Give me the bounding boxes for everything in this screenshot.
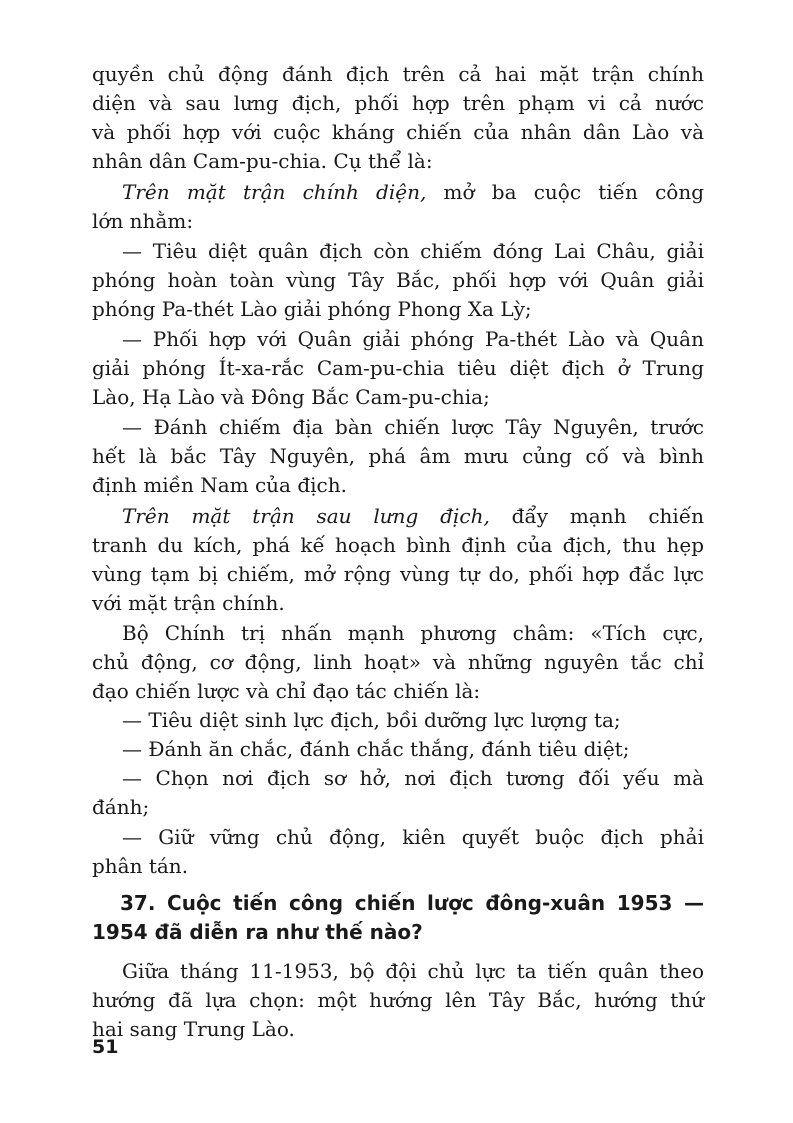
question-heading: 1954 đã diễn ra như thế nào? [92, 920, 423, 944]
text-line: định miền Nam của địch. [92, 473, 347, 497]
lead-rest: mở ba cuộc tiến công [426, 180, 705, 204]
text-line: Bộ Chính trị nhấn mạnh phương châm: «Tích cực, [122, 621, 704, 645]
text-line: đạo chiến lược và chỉ đạo tác chiến là: [92, 679, 481, 703]
text-line: chủ động, cơ động, linh hoạt» và những nguyên tắc chỉ [92, 650, 704, 674]
italic-lead: Trên mặt trận chính diện, [122, 180, 427, 204]
text-line: đánh; [92, 795, 150, 819]
text-line: — Chọn nơi địch sơ hở, nơi địch tương đối yếu mà [122, 766, 704, 790]
text-line: với mặt trận chính. [92, 591, 285, 615]
text-line: quyền chủ động đánh địch trên cả hai mặt trận chính [92, 62, 704, 86]
lead-rest: đẩy mạnh chiến [489, 504, 704, 528]
italic-lead: Trên mặt trận sau lưng địch, [122, 504, 490, 528]
text-line: lớn nhằm: [92, 209, 194, 233]
section-lead-line [92, 503, 704, 529]
text-line: Lào, Hạ Lào và Đông Bắc Cam-pu-chia; [92, 385, 490, 409]
text-line: — Tiêu diệt sinh lực địch, bồi dưỡng lực lượng ta; [122, 708, 621, 732]
text-line: — Giữ vững chủ động, kiên quyết buộc địch phải [122, 825, 704, 849]
text-line: phóng Pa-thét Lào giải phóng Phong Xa Lỳ; [92, 297, 532, 321]
text-line: — Tiêu diệt quân địch còn chiếm đóng Lai Châu, giải [122, 239, 704, 263]
text-line: giải phóng Ít-xa-rắc Cam-pu-chia tiêu diệt địch ở Trung [92, 356, 704, 380]
text-line: phóng hoàn toàn vùng Tây Bắc, phối hợp với Quân giải [92, 268, 704, 292]
text-line: hướng đã lựa chọn: một hướng lên Tây Bắc, hướng thứ [92, 988, 704, 1012]
text-line: — Phối hợp với Quân giải phóng Pa-thét Lào và Quân [122, 327, 704, 351]
text-line: tranh du kích, phá kế hoạch bình định của địch, thu hẹp [92, 533, 704, 557]
text-line: vùng tạm bị chiếm, mở rộng vùng tự do, phối hợp đắc lực [92, 562, 704, 586]
text-line: hai sang Trung Lào. [92, 1017, 295, 1041]
text-line: và phối hợp với cuộc kháng chiến của nhân dân Lào và [92, 120, 704, 144]
text-line: Giữa tháng 11-1953, bộ đội chủ lực ta tiến quân theo [122, 959, 704, 983]
question-heading: 37. Cuộc tiến công chiến lược đông-xuân 1953 — [120, 891, 704, 915]
text-line: hết là bắc Tây Nguyên, phá âm mưu củng cố và bình [92, 444, 704, 468]
text-line: phân tán. [92, 854, 189, 878]
section-lead-line [92, 179, 704, 205]
text-line: diện và sau lưng địch, phối hợp trên phạm vi cả nước [92, 91, 704, 115]
text-line: nhân dân Cam-pu-chia. Cụ thể là: [92, 149, 433, 173]
text-line: — Đánh ăn chắc, đánh chắc thắng, đánh tiêu diệt; [122, 737, 630, 761]
text-line: — Đánh chiếm địa bàn chiến lược Tây Nguyên, trước [122, 415, 704, 439]
page-number: 51 [92, 1036, 119, 1058]
